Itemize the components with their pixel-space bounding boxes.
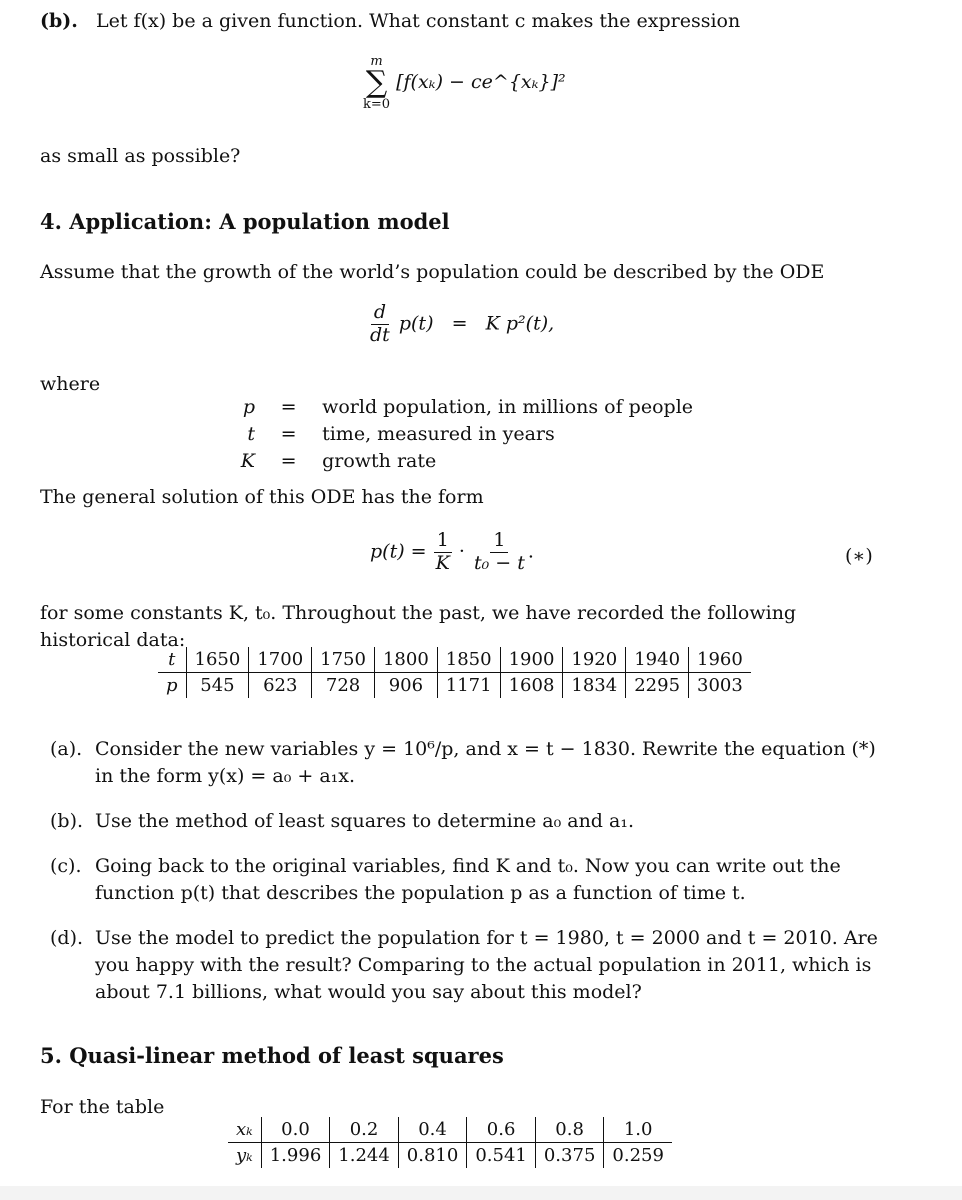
population-table (158, 647, 751, 698)
section-5-title: 5. Quasi-linear method of least squares (40, 1043, 504, 1068)
table-cell: 545 (186, 673, 249, 699)
table-cell: 1920 (563, 647, 626, 673)
table-cell: 1608 (500, 673, 563, 699)
equation-tag: (∗) (845, 545, 873, 567)
table-cell: p (166, 675, 178, 696)
table-row (228, 1143, 672, 1169)
table-cell: 1834 (563, 673, 626, 699)
solution-equation (370, 530, 534, 575)
table-cell: 1750 (312, 647, 375, 673)
item-b-text: Use the method of least squares to determine a₀ and a₁. (95, 810, 634, 832)
table-cell: 1700 (249, 647, 312, 673)
def-symbol: p (242, 396, 255, 418)
part-b-text: Let f(x) be a given function. What constant c makes the expression (96, 10, 741, 32)
table-row (228, 1117, 672, 1143)
ode-equals: = (451, 312, 468, 335)
table-cell: t (158, 647, 186, 673)
table-cell: 1800 (374, 647, 437, 673)
table-cell: 0.810 (398, 1143, 467, 1169)
table-cell: 1900 (500, 647, 563, 673)
table-cell: xₖ (228, 1117, 261, 1143)
table-cell: 623 (249, 673, 312, 699)
def-symbol: t (247, 423, 255, 445)
section-4-intro: Assume that the growth of the world’s population could be described by the ODE (40, 261, 825, 283)
def-equals: = (280, 450, 297, 472)
part-b-tail: as small as possible? (40, 145, 241, 167)
frac1-numerator: 1 (434, 530, 452, 553)
table-cell: 0.2 (330, 1117, 399, 1143)
table-cell: 3003 (689, 673, 751, 699)
sum-body: [f(xₖ) − ce^{xₖ}]² (396, 71, 566, 93)
frac1-denominator: K (435, 551, 450, 574)
quasi-linear-table (228, 1117, 672, 1168)
frac2-numerator: 1 (490, 530, 508, 553)
part-b-question (40, 10, 740, 32)
item-c (50, 853, 880, 907)
table-cell: 728 (312, 673, 375, 699)
solution-dot: · (458, 540, 465, 563)
definition-row (225, 421, 693, 448)
item-a (50, 736, 880, 790)
table-cell: 1171 (437, 673, 500, 699)
table-cell: 1.244 (330, 1143, 399, 1169)
sum-expression (363, 55, 566, 111)
table-cell: yₖ (236, 1145, 253, 1166)
section-4-title: 4. Application: A population model (40, 209, 450, 234)
solution-fraction-1 (433, 530, 453, 575)
ode-equation (367, 302, 554, 347)
sum-symbol (363, 55, 390, 111)
item-a-text: Consider the new variables y = 10⁶/p, and x = t − 1830. Rewrite the equation (*) in the form y(x) = a₀ + a₁x. (95, 738, 876, 787)
item-c-text: Going back to the original variables, find K and t₀. Now you can write out the function p(t) that describes the population p as a function of time t. (95, 855, 841, 904)
where-label: where (40, 373, 101, 395)
ode-lhs: p(t) (398, 312, 434, 335)
item-d-text: Use the model to predict the population for t = 1980, t = 2000 and t = 2010. Are you happy with the result? Comparing to the actual population in 2011, which is about 7.1 billions, what would you say about this model? (95, 927, 878, 1003)
table-cell: 0.4 (398, 1117, 467, 1143)
table-cell: 0.541 (467, 1143, 536, 1169)
table-cell: 2295 (626, 673, 689, 699)
table-row (158, 673, 751, 699)
def-description: time, measured in years (322, 423, 555, 445)
def-description: world population, in millions of people (322, 396, 694, 418)
ode-derivative (367, 302, 393, 347)
definition-row (225, 394, 693, 421)
def-equals: = (280, 423, 297, 445)
ode-d: d (371, 302, 389, 325)
ode-rhs: K p²(t), (485, 312, 555, 335)
table-cell: 1.0 (604, 1117, 672, 1143)
sigma-icon: ∑ (365, 65, 388, 100)
solution-fraction-2 (471, 530, 528, 575)
page-bottom-edge (0, 1186, 962, 1200)
table-cell: 1940 (626, 647, 689, 673)
table-cell: 1960 (689, 647, 751, 673)
table-row (158, 647, 751, 673)
item-d-label: (d). (50, 927, 84, 949)
item-c-label: (c). (50, 855, 82, 877)
sum-upper-limit: m (370, 54, 383, 69)
section-5-intro: For the table (40, 1096, 165, 1118)
frac2-denominator: t₀ − t (473, 551, 525, 574)
sum-lower-limit: k=0 (363, 97, 391, 112)
table-cell: 0.6 (467, 1117, 536, 1143)
definition-row (225, 448, 693, 475)
table-cell: 906 (374, 673, 437, 699)
solution-period: . (527, 540, 534, 563)
item-d (50, 925, 880, 1006)
solution-lhs: p(t) = (370, 540, 427, 563)
historical-text: for some constants K, t₀. Throughout the past, we have recorded the following historical data: (40, 602, 797, 651)
table-cell: 0.0 (261, 1117, 330, 1143)
table-cell: 1.996 (261, 1143, 330, 1169)
def-symbol: K (240, 450, 255, 472)
general-solution-text: The general solution of this ODE has the form (40, 486, 484, 508)
part-b-label: (b). (40, 10, 78, 32)
table-cell: 0.8 (535, 1117, 604, 1143)
table-cell: 0.259 (604, 1143, 672, 1169)
def-equals: = (280, 396, 297, 418)
table-cell: 1650 (186, 647, 249, 673)
table-cell: 0.375 (535, 1143, 604, 1169)
item-b (50, 808, 880, 835)
item-a-label: (a). (50, 738, 83, 760)
table-cell: 1850 (437, 647, 500, 673)
definitions (225, 394, 693, 475)
item-b-label: (b). (50, 810, 84, 832)
ode-dt: dt (370, 323, 390, 346)
def-description: growth rate (322, 450, 437, 472)
